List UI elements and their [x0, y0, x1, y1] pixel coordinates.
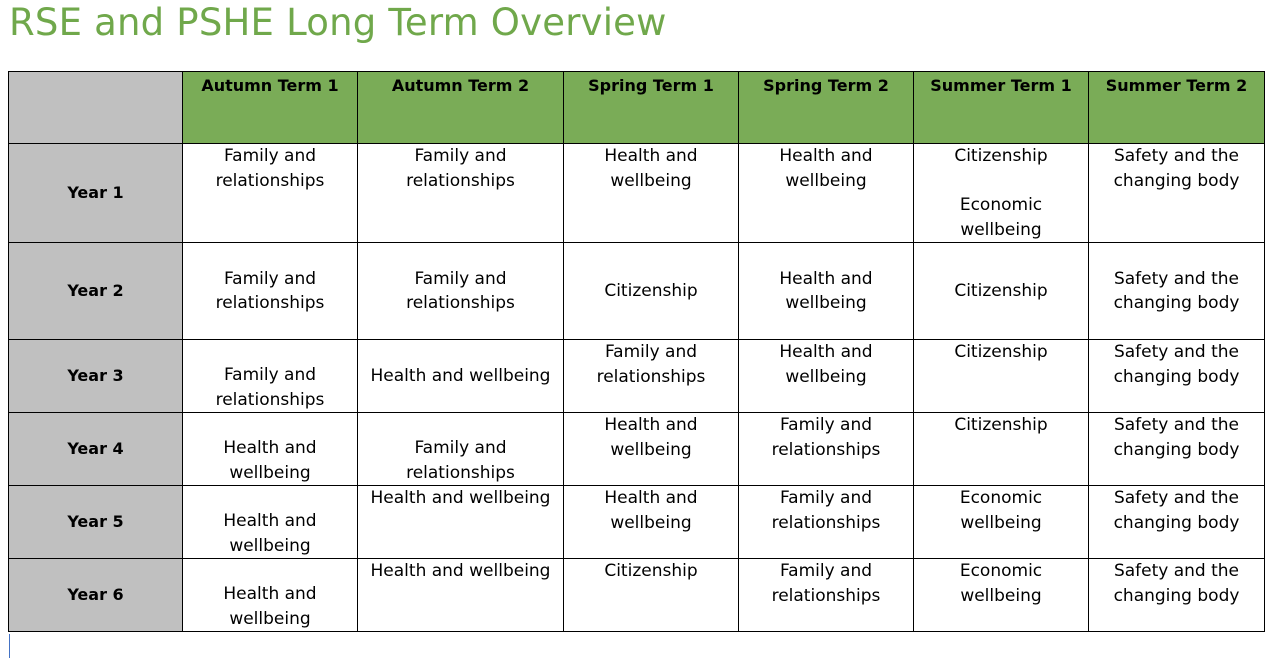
topic-text — [564, 340, 738, 389]
topic-line: relationships — [215, 293, 325, 313]
blank-line — [914, 169, 1088, 194]
page-title: RSE and PSHE Long Term Overview — [9, 1, 667, 44]
topic-cell — [739, 486, 914, 559]
topic-text — [183, 267, 357, 316]
topic-line: Health and wellbeing — [370, 488, 551, 508]
topic-text — [1089, 559, 1264, 608]
topic-cell — [739, 413, 914, 486]
topic-line: Family and — [223, 268, 317, 289]
topic-text — [564, 279, 738, 304]
topic-cell — [358, 559, 564, 632]
topic-cell — [1089, 243, 1265, 340]
column-header: Summer Term 2 — [1089, 72, 1265, 144]
topic-text — [914, 279, 1088, 304]
topic-line: Health and — [779, 342, 873, 362]
topic-text — [183, 509, 357, 558]
topic-cell — [183, 486, 358, 559]
topic-text — [183, 582, 357, 631]
topic-cell — [183, 413, 358, 486]
topic-line: Family and — [223, 146, 317, 166]
topic-cell — [183, 144, 358, 243]
topic-line: relationships — [215, 170, 325, 191]
table-row — [9, 559, 1265, 632]
year-label: Year 2 — [9, 243, 183, 340]
topic-line: Health and — [223, 584, 317, 604]
topic-text — [739, 413, 913, 462]
topic-cell — [564, 243, 739, 340]
topic-line: Family and — [414, 146, 507, 166]
topic-line: changing body — [1113, 439, 1240, 460]
column-header: Spring Term 2 — [739, 72, 914, 144]
topic-line: Family and — [779, 415, 873, 435]
topic-line: Health and wellbeing — [370, 365, 551, 386]
topic-line: Safety and the — [1113, 146, 1240, 166]
topic-line: changing body — [1113, 512, 1240, 533]
topic-text — [358, 364, 563, 389]
corner-cell — [9, 72, 183, 144]
table-row — [9, 243, 1265, 340]
text-cursor — [9, 634, 10, 658]
column-header: Autumn Term 2 — [358, 72, 564, 144]
topic-text — [564, 559, 738, 584]
topic-text — [914, 486, 1088, 535]
topic-line: Safety and the — [1113, 415, 1240, 435]
topic-line: Health and — [223, 438, 317, 458]
topic-text — [739, 267, 913, 316]
topic-cell — [739, 243, 914, 340]
topic-line: Family and — [414, 438, 507, 458]
topic-line: wellbeing — [785, 293, 867, 313]
topic-text — [914, 413, 1088, 438]
topic-cell — [358, 486, 564, 559]
topic-cell — [183, 559, 358, 632]
topic-cell — [564, 413, 739, 486]
topic-cell — [1089, 413, 1265, 486]
topic-line: changing body — [1113, 293, 1240, 313]
topic-text — [358, 267, 563, 316]
topic-cell — [739, 559, 914, 632]
topic-line: wellbeing — [610, 439, 692, 460]
topic-line: Family and — [779, 488, 873, 508]
year-label: Year 4 — [9, 413, 183, 486]
topic-line: Citizenship — [604, 561, 698, 581]
topic-cell — [914, 559, 1089, 632]
topic-line: Health and — [779, 268, 873, 289]
topic-line: Citizenship — [954, 146, 1048, 166]
year-label: Year 6 — [9, 559, 183, 632]
topic-text — [183, 363, 357, 412]
topic-line: Health and — [779, 146, 873, 166]
column-header: Spring Term 1 — [564, 72, 739, 144]
year-label: Year 5 — [9, 486, 183, 559]
topic-cell — [358, 243, 564, 340]
topic-line: Health and — [604, 488, 698, 508]
topic-line: relationships — [596, 366, 706, 387]
topic-line: Family and — [604, 342, 698, 362]
topic-line: Safety and the — [1113, 342, 1240, 362]
topic-line: Economic — [959, 195, 1043, 215]
topic-line: wellbeing — [610, 512, 692, 533]
topic-line: Economic — [959, 488, 1043, 508]
topic-cell — [914, 486, 1089, 559]
table-row — [9, 340, 1265, 413]
topic-line: Health and — [223, 511, 317, 531]
topic-cell — [739, 340, 914, 413]
topic-cell — [183, 340, 358, 413]
topic-cell — [564, 559, 739, 632]
topic-cell — [358, 413, 564, 486]
topic-line: Family and — [223, 365, 317, 385]
topic-cell — [358, 340, 564, 413]
topic-text — [1089, 144, 1264, 193]
topic-text — [183, 144, 357, 193]
topic-line: Health and — [604, 415, 698, 435]
topic-line: changing body — [1113, 170, 1240, 191]
topic-line: Safety and the — [1113, 561, 1240, 581]
topic-line: wellbeing — [229, 608, 311, 629]
table-row — [9, 413, 1265, 486]
topic-line: wellbeing — [229, 462, 311, 483]
topic-cell — [564, 144, 739, 243]
topic-line: Health and wellbeing — [370, 561, 551, 581]
topic-cell — [564, 340, 739, 413]
topic-line: wellbeing — [960, 219, 1042, 240]
topic-line: relationships — [406, 293, 515, 313]
topic-line: Citizenship — [954, 280, 1048, 301]
topic-text — [739, 144, 913, 193]
topic-text — [564, 486, 738, 535]
topic-line: relationships — [771, 585, 881, 606]
topic-cell — [914, 340, 1089, 413]
table-row — [9, 144, 1265, 243]
topic-text — [739, 559, 913, 608]
topic-line: Citizenship — [604, 280, 698, 301]
topic-text — [1089, 340, 1264, 389]
year-label: Year 1 — [9, 144, 183, 243]
topic-text — [358, 486, 563, 511]
topic-text — [1089, 267, 1264, 316]
overview-table — [8, 71, 1265, 632]
column-header: Summer Term 1 — [914, 72, 1089, 144]
topic-line: Safety and the — [1113, 268, 1240, 289]
year-label: Year 3 — [9, 340, 183, 413]
topic-cell — [564, 486, 739, 559]
topic-text — [183, 436, 357, 485]
topic-text — [914, 559, 1088, 608]
topic-cell — [358, 144, 564, 243]
topic-line: Family and — [779, 561, 873, 581]
topic-line: wellbeing — [785, 170, 867, 191]
topic-line: relationships — [215, 389, 325, 410]
topic-cell — [183, 243, 358, 340]
topic-text — [564, 413, 738, 462]
topic-line: Citizenship — [954, 342, 1048, 362]
topic-line: Health and — [604, 146, 698, 166]
topic-cell — [1089, 486, 1265, 559]
column-header: Autumn Term 1 — [183, 72, 358, 144]
topic-line: Family and — [414, 268, 507, 289]
topic-line: wellbeing — [785, 366, 867, 387]
topic-line: wellbeing — [960, 585, 1042, 606]
topic-text — [1089, 486, 1264, 535]
topic-cell — [914, 243, 1089, 340]
topic-line: Economic — [959, 561, 1043, 581]
topic-line: wellbeing — [960, 512, 1042, 533]
topic-line: wellbeing — [229, 535, 311, 556]
topic-line: relationships — [406, 462, 515, 483]
topic-text — [739, 486, 913, 535]
topic-text — [1089, 413, 1264, 462]
topic-text — [358, 559, 563, 584]
topic-cell — [1089, 559, 1265, 632]
topic-text — [914, 340, 1088, 365]
topic-line: Safety and the — [1113, 488, 1240, 508]
topic-line: wellbeing — [610, 170, 692, 191]
topic-text — [914, 144, 1088, 242]
table-row — [9, 486, 1265, 559]
topic-cell — [739, 144, 914, 243]
topic-text — [564, 144, 738, 193]
topic-text — [739, 340, 913, 389]
topic-cell — [914, 413, 1089, 486]
topic-line: relationships — [771, 512, 881, 533]
topic-cell — [914, 144, 1089, 243]
topic-line: Citizenship — [954, 415, 1048, 435]
topic-cell — [1089, 144, 1265, 243]
topic-text — [358, 144, 563, 193]
topic-text — [358, 436, 563, 485]
topic-line: changing body — [1113, 585, 1240, 606]
topic-line: changing body — [1113, 366, 1240, 387]
topic-line: relationships — [771, 439, 881, 460]
topic-line: relationships — [406, 170, 515, 191]
topic-cell — [1089, 340, 1265, 413]
header-row — [9, 72, 1265, 144]
